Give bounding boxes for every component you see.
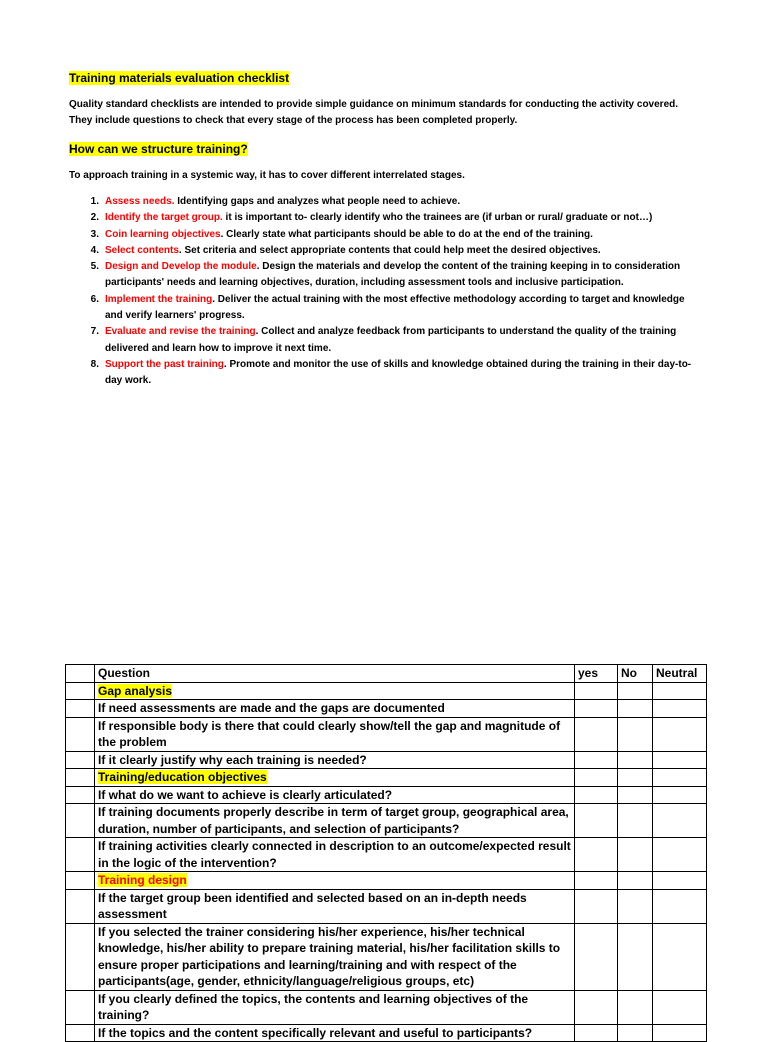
yes-cell[interactable] — [575, 786, 618, 804]
index-cell — [66, 786, 95, 804]
yes-cell[interactable] — [575, 1024, 618, 1042]
section-row — [66, 682, 707, 700]
yes-cell[interactable] — [575, 889, 618, 923]
yes-cell[interactable] — [575, 923, 618, 990]
no-cell[interactable] — [618, 769, 653, 787]
yes-cell[interactable] — [575, 838, 618, 872]
table-row — [66, 804, 707, 838]
neutral-cell[interactable] — [653, 923, 707, 990]
table-row — [66, 923, 707, 990]
no-cell[interactable] — [618, 700, 653, 718]
neutral-cell[interactable] — [653, 872, 707, 890]
header-neutral: Neutral — [653, 665, 707, 683]
header-yes: yes — [575, 665, 618, 683]
table-header-row — [66, 665, 707, 683]
section-row — [66, 769, 707, 787]
header-no: No — [618, 665, 653, 683]
approach-text: To approach training in a systemic way, it has to cover different interrelated stages. — [69, 170, 465, 181]
step-label: Evaluate and revise the training — [105, 326, 256, 338]
neutral-cell[interactable] — [653, 700, 707, 718]
question-text: If the target group been identified and selected based on an in-depth needs assessment — [98, 890, 527, 921]
step-text: . Collect and analyze feedback from participants to understand the quality of the training delivered and learn how to improve it next time. — [105, 326, 677, 354]
no-cell[interactable] — [618, 751, 653, 769]
step-item — [90, 243, 695, 259]
no-cell[interactable] — [618, 923, 653, 990]
table-row — [66, 990, 707, 1024]
neutral-cell[interactable] — [653, 838, 707, 872]
no-cell[interactable] — [618, 717, 653, 751]
step-text: . Set criteria and select appropriate contents that could help meet the desired objectives. — [178, 244, 601, 256]
question-text: If what do we want to achieve is clearly articulated? — [98, 787, 393, 802]
step-label: Implement the training — [105, 293, 213, 305]
yes-cell[interactable] — [575, 872, 618, 890]
yes-cell[interactable] — [575, 804, 618, 838]
question-text: If the topics and the content specifically relevant and useful to participants? — [98, 1025, 533, 1040]
index-cell — [66, 700, 95, 718]
step-number: 7. — [90, 326, 99, 338]
step-number: 1. — [90, 196, 99, 207]
no-cell[interactable] — [618, 786, 653, 804]
question-text: If you clearly defined the topics, the contents and learning objectives of the training? — [98, 991, 529, 1022]
question-cell — [95, 872, 575, 890]
no-cell[interactable] — [618, 990, 653, 1024]
question-cell — [95, 700, 575, 718]
question-text: If you selected the trainer considering his/her experience, his/her technical knowledge, his/her ability to prepare training material, his/her facilitation skills to ensure proper participations and learning/training and with respect of the participants(age, gender, ethnicity/language/religious groups, etc) — [98, 924, 561, 988]
intro-line: They include questions to check that every stage of the process has been completed properly. — [69, 115, 518, 126]
yes-cell[interactable] — [575, 717, 618, 751]
yes-cell[interactable] — [575, 769, 618, 787]
step-number: 4. — [90, 244, 99, 256]
question-text: If responsible body is there that could clearly show/tell the gap and magnitude of the problem — [98, 718, 561, 749]
no-cell[interactable] — [618, 682, 653, 700]
index-cell — [66, 990, 95, 1024]
step-label: Coin learning objectives — [105, 228, 221, 240]
no-cell[interactable] — [618, 889, 653, 923]
step-text: . Clearly state what participants should be able to do at the end of the training. — [220, 228, 593, 240]
neutral-cell[interactable] — [653, 1024, 707, 1042]
step-text: it is important to- clearly identify who the trainees are (if urban or rural/ graduate or not…) — [222, 212, 653, 224]
section-row — [66, 872, 707, 890]
step-label: Identify the target group. — [105, 212, 223, 224]
section-title: Gap analysis — [98, 683, 173, 698]
table-row — [66, 700, 707, 718]
neutral-cell[interactable] — [653, 682, 707, 700]
question-text: If it clearly justify why each training is needed? — [98, 752, 367, 767]
document-title: Training materials evaluation checklist — [69, 71, 290, 85]
section-title: Training design — [98, 873, 187, 887]
step-label: Support the past training — [105, 358, 224, 370]
step-text: . Deliver the actual training with the most effective methodology according to target and knowledge and verify learners' progress. — [105, 293, 685, 322]
neutral-cell[interactable] — [653, 990, 707, 1024]
step-number: 5. — [90, 261, 99, 273]
yes-cell[interactable] — [575, 751, 618, 769]
no-cell[interactable] — [618, 872, 653, 890]
question-cell — [95, 923, 575, 990]
header-question: Question — [95, 665, 575, 683]
intro-paragraph — [69, 97, 709, 129]
yes-cell[interactable] — [575, 990, 618, 1024]
step-item — [90, 324, 695, 357]
question-cell — [95, 717, 575, 751]
neutral-cell[interactable] — [653, 769, 707, 787]
question-cell — [95, 990, 575, 1024]
section-heading: How can we structure training? — [69, 142, 248, 156]
index-cell — [66, 665, 95, 683]
table-row — [66, 889, 707, 923]
step-item — [90, 194, 695, 210]
table-row — [66, 786, 707, 804]
neutral-cell[interactable] — [653, 804, 707, 838]
question-text: If training documents properly describe in term of target group, geographical area, duration, number of participants, and selection of participants? — [98, 805, 569, 836]
table-row — [66, 1024, 707, 1042]
step-item — [90, 259, 695, 292]
step-text: . Promote and monitor the use of skills and knowledge obtained during the training in their day-to-day work. — [105, 358, 692, 387]
question-cell — [95, 804, 575, 838]
index-cell — [66, 923, 95, 990]
step-number: 3. — [90, 228, 99, 240]
neutral-cell[interactable] — [653, 751, 707, 769]
index-cell — [66, 769, 95, 787]
step-label: Design and Develop the module — [105, 261, 257, 273]
step-number: 2. — [90, 212, 99, 224]
question-text: If need assessments are made and the gaps are documented — [98, 701, 445, 715]
no-cell[interactable] — [618, 804, 653, 838]
index-cell — [66, 872, 95, 890]
question-text: If training activities clearly connected in description to an outcome/expected result in the logic of the intervention? — [98, 839, 571, 870]
question-cell — [95, 889, 575, 923]
section-title: Training/education objectives — [98, 770, 267, 784]
step-number: 8. — [90, 358, 99, 370]
no-cell[interactable] — [618, 1024, 653, 1042]
intro-line: Quality standard checklists are intended to provide simple guidance on minimum standards for conducting the activity covered. — [69, 99, 679, 110]
neutral-cell[interactable] — [653, 717, 707, 751]
step-number: 6. — [90, 293, 99, 305]
index-cell — [66, 838, 95, 872]
yes-cell[interactable] — [575, 700, 618, 718]
step-item — [90, 210, 695, 226]
index-cell — [66, 1024, 95, 1042]
neutral-cell[interactable] — [653, 786, 707, 804]
step-text: Identifying gaps and analyzes what people need to achieve. — [174, 196, 461, 207]
question-cell — [95, 682, 575, 700]
neutral-cell[interactable] — [653, 889, 707, 923]
question-cell — [95, 751, 575, 769]
evaluation-checklist-table — [65, 664, 707, 1042]
index-cell — [66, 751, 95, 769]
index-cell — [66, 804, 95, 838]
question-cell — [95, 1024, 575, 1042]
index-cell — [66, 682, 95, 700]
table-row — [66, 717, 707, 751]
step-label: Assess needs. — [105, 196, 175, 207]
table-row — [66, 751, 707, 769]
step-text: . Design the materials and develop the content of the training keeping in to consideration participants' needs and learning objectives, duration, including assessment tools and inclusive participation. — [105, 261, 681, 289]
step-item — [90, 292, 695, 325]
question-cell — [95, 786, 575, 804]
step-item — [90, 227, 695, 243]
steps-list — [90, 194, 695, 390]
no-cell[interactable] — [618, 838, 653, 872]
yes-cell[interactable] — [575, 682, 618, 700]
table-row — [66, 838, 707, 872]
step-label: Select contents — [105, 244, 179, 256]
step-item — [90, 357, 695, 390]
index-cell — [66, 889, 95, 923]
index-cell — [66, 717, 95, 751]
question-cell — [95, 838, 575, 872]
question-cell — [95, 769, 575, 787]
